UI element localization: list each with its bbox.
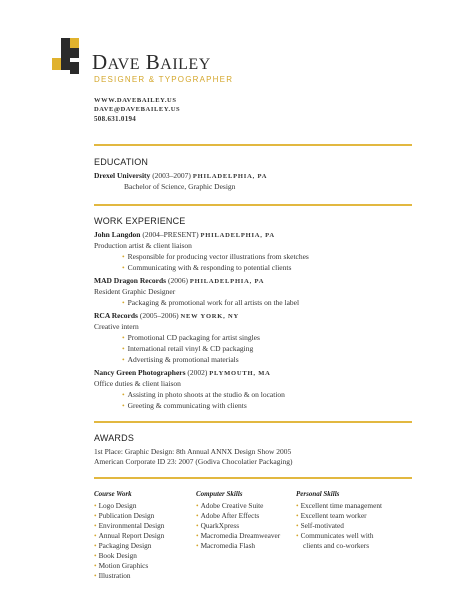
personal-skill-item-cont: clients and co-workers: [303, 541, 370, 550]
job-bullet: • Communicating with & responding to potential clients: [122, 263, 292, 272]
divider-2: [94, 204, 412, 206]
job-bullet: • Promotional CD packaging for artist singles: [122, 333, 260, 342]
logo-mark: [52, 38, 82, 74]
coursework-item: • Book Design: [94, 551, 137, 560]
job-role: Office duties & client liaison: [94, 379, 181, 388]
job-role: Creative intern: [94, 322, 139, 331]
job-bullet: • International retail vinyl & CD packaging: [122, 344, 254, 353]
divider-3: [94, 421, 412, 423]
job-header: RCA Records (2005–2006) NEW YORK, NY: [94, 311, 239, 320]
resume-name: DAVE BAILEY: [92, 50, 211, 74]
awards-heading: AWARDS: [94, 433, 135, 443]
education-heading: EDUCATION: [94, 157, 149, 167]
personal-skill-item: • Communicates well with: [296, 531, 374, 540]
computer-skills-title: Computer Skills: [196, 490, 243, 498]
job-bullet: • Responsible for producing vector illustrations from sketches: [122, 252, 309, 261]
job-role: Production artist & client liaison: [94, 241, 192, 250]
coursework-title: Course Work: [94, 490, 132, 498]
coursework-item: • Environmental Design: [94, 521, 165, 530]
coursework-item: • Logo Design: [94, 501, 137, 510]
divider-4: [94, 477, 412, 479]
award-line-1: 1st Place: Graphic Design: 8th Annual ANNX Design Show 2005: [94, 447, 292, 456]
personal-skill-item: • Self-motivated: [296, 521, 344, 530]
job-header: Nancy Green Photographers (2002) PLYMOUTH, MA: [94, 368, 271, 377]
personal-skills-title: Personal Skills: [296, 490, 340, 498]
job-bullet: • Greeting & communicating with clients: [122, 401, 247, 410]
computer-skill-item: • Macromedia Dreamweaver: [196, 531, 281, 540]
computer-skill-item: • Adobe Creative Suite: [196, 501, 264, 510]
contact-website: WWW.DAVEBAILEY.US: [94, 97, 177, 104]
personal-skill-item: • Excellent team worker: [296, 511, 367, 520]
job-bullet: • Packaging & promotional work for all artists on the label: [122, 298, 300, 307]
personal-skill-item: • Excellent time management: [296, 501, 383, 510]
coursework-item: • Publication Design: [94, 511, 155, 520]
contact-phone: 508.631.0194: [94, 115, 137, 123]
coursework-item: • Packaging Design: [94, 541, 152, 550]
computer-skill-item: • Macromedia Flash: [196, 541, 256, 550]
coursework-item: • Illustration: [94, 571, 131, 580]
job-header: MAD Dragon Records (2006) PHILADELPHIA, PA: [94, 276, 265, 285]
coursework-item: • Motion Graphics: [94, 561, 149, 570]
job-role: Resident Graphic Designer: [94, 287, 176, 296]
computer-skill-item: • Adobe After Effects: [196, 511, 260, 520]
job-bullet: • Advertising & promotional materials: [122, 355, 239, 364]
job-bullet: • Assisting in photo shoots at the studio & on location: [122, 390, 285, 399]
experience-heading: WORK EXPERIENCE: [94, 216, 186, 226]
job-header: John Langdon (2004–PRESENT) PHILADELPHIA, PA: [94, 230, 275, 239]
education-school-line: Drexel University (2003–2007) PHILADELPHIA, PA: [94, 171, 268, 180]
computer-skill-item: • QuarkXpress: [196, 521, 240, 530]
contact-email: DAVE@DAVEBAILEY.US: [94, 106, 181, 113]
coursework-item: • Annual Report Design: [94, 531, 165, 540]
divider-1: [94, 144, 412, 146]
education-degree: Bachelor of Science, Graphic Design: [124, 182, 236, 191]
resume-subtitle: DESIGNER & TYPOGRAPHER: [94, 75, 234, 84]
award-line-2: American Corporate ID 23: 2007 (Godiva Chocolatier Packaging): [94, 457, 293, 466]
